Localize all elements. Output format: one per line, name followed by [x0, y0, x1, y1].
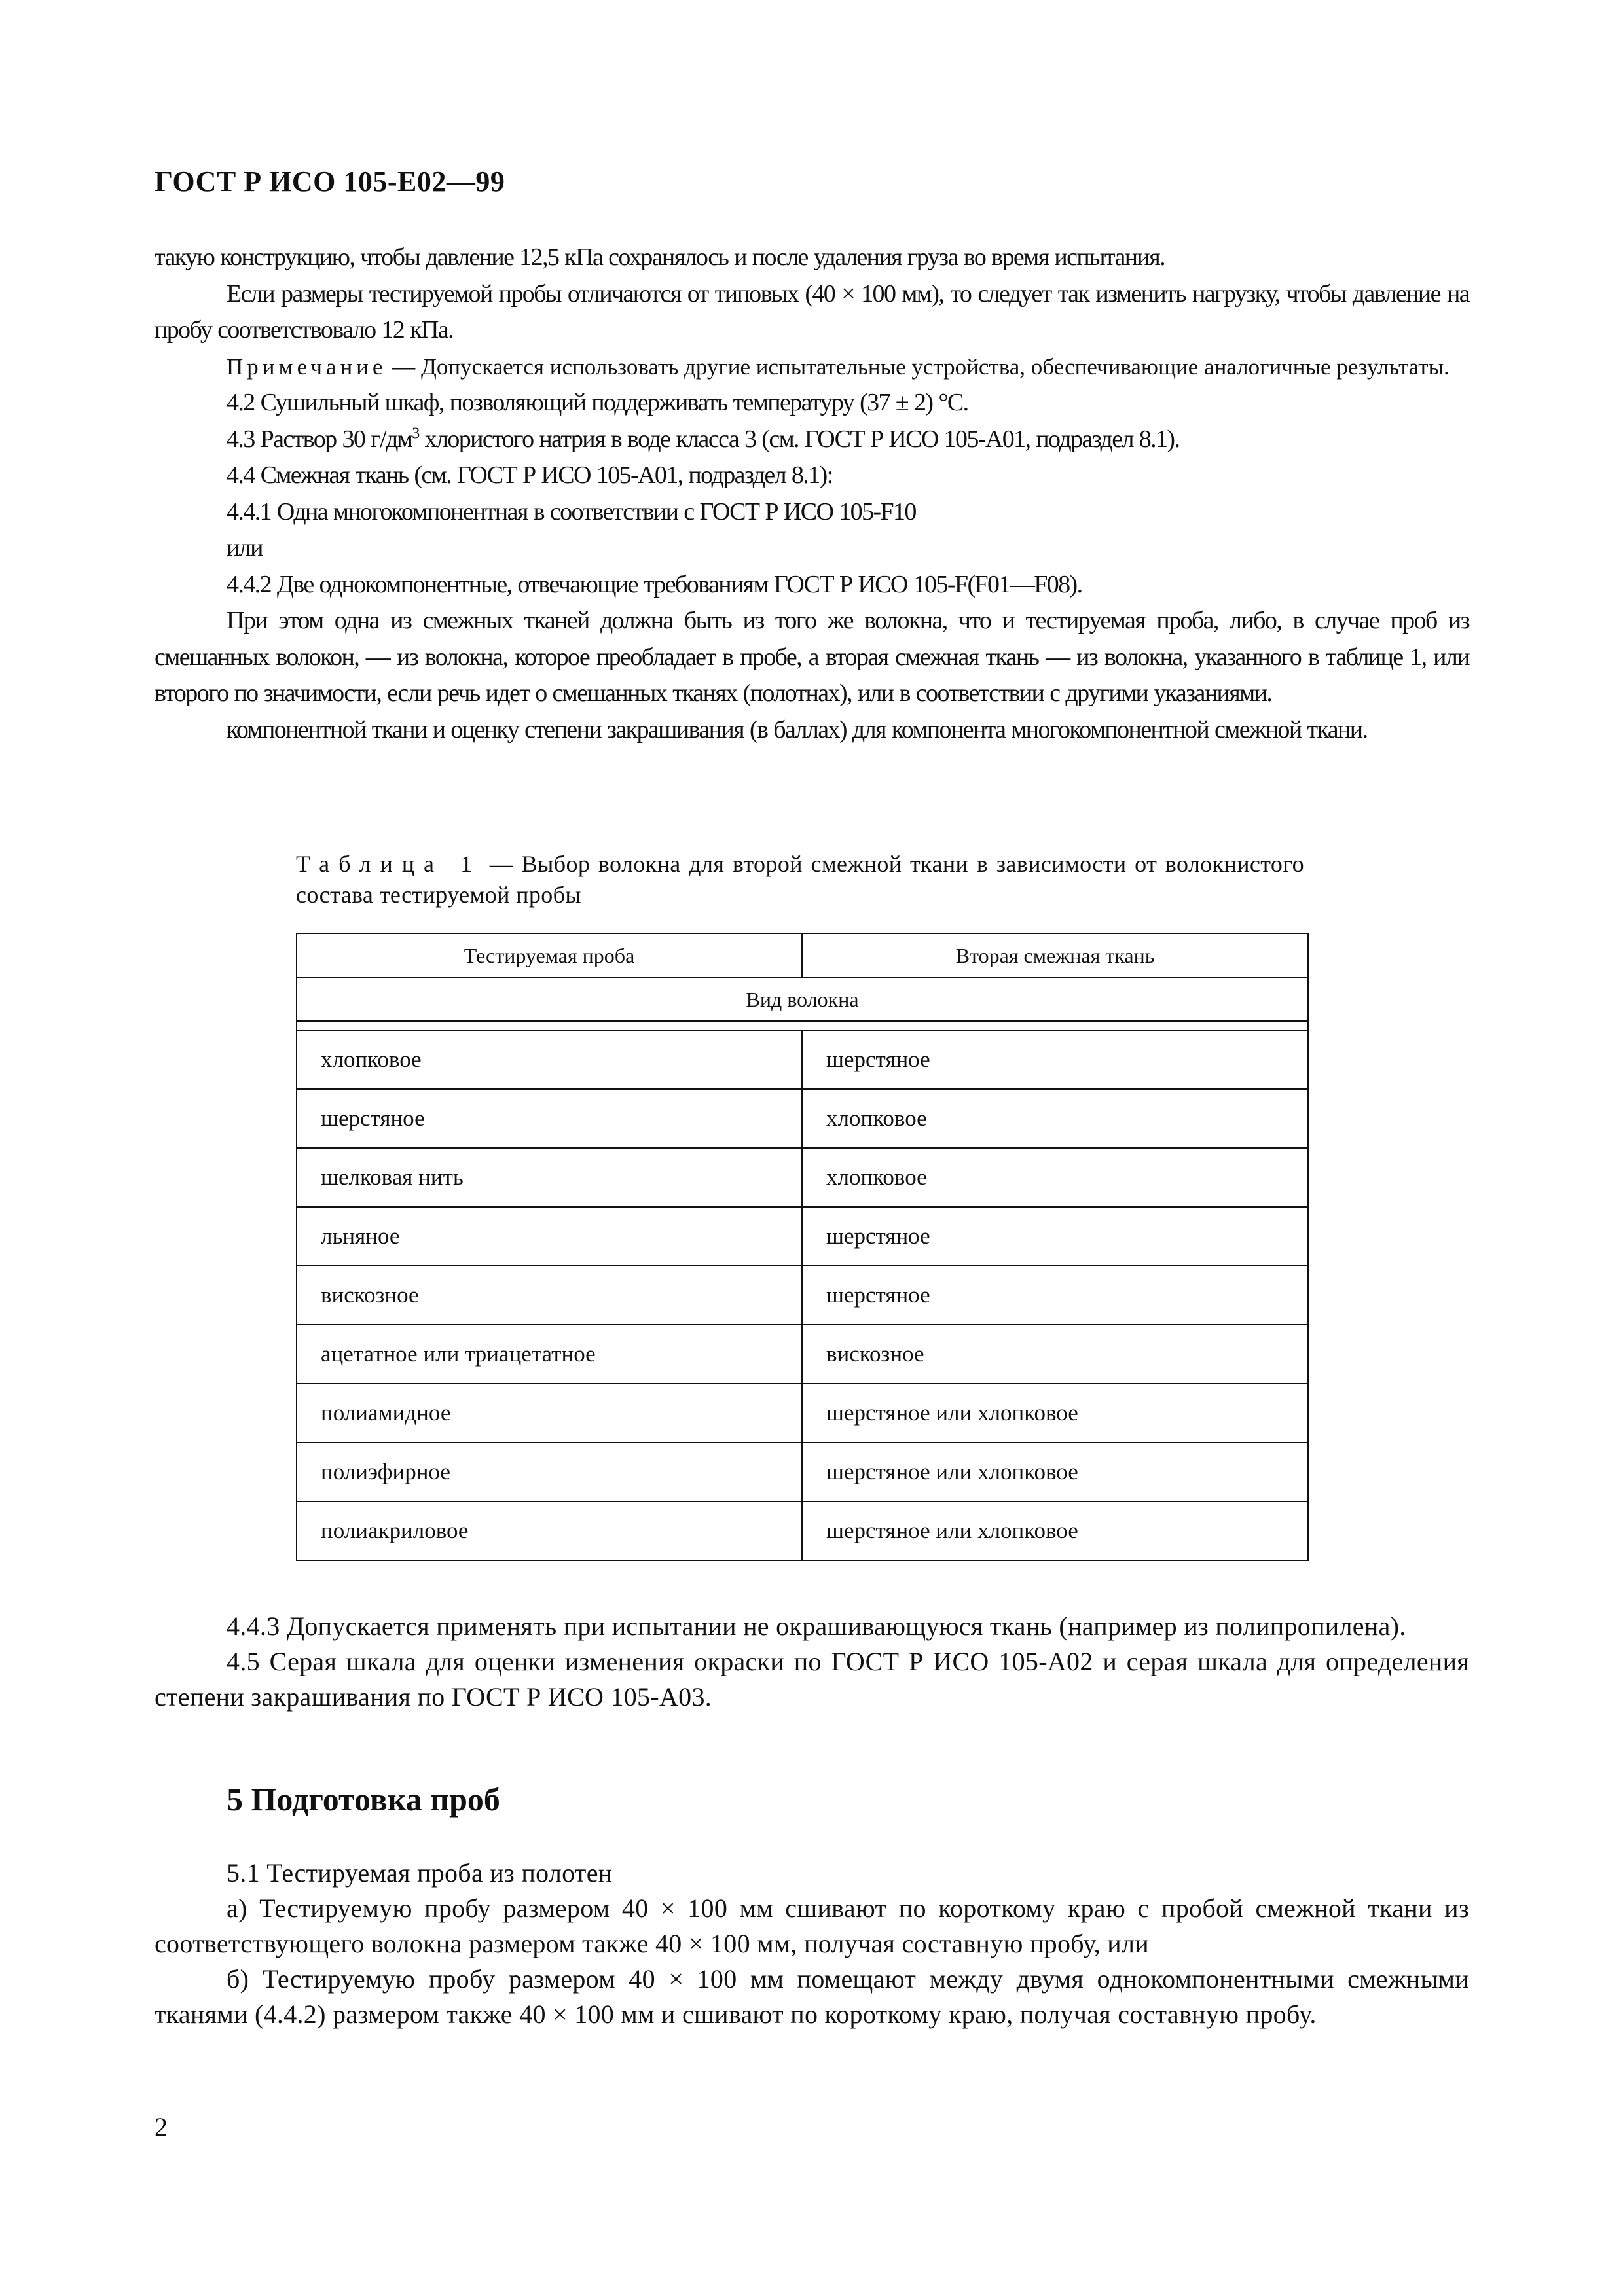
table-row [297, 1030, 1308, 1089]
paragraph-4-4-3: 4.4.3 Допускается применять при испытании не окрашивающуюся ткань (например из полипропилена). [227, 1611, 1406, 1641]
superscript-3: 3 [412, 424, 419, 442]
fiber-selection-table [296, 933, 1309, 1561]
cell-second-fabric: шерстяное или хлопковое [802, 1501, 1308, 1560]
note-label: Примечание [227, 353, 387, 380]
paragraph-5-1-b: б) Тестируемую пробу размером 40 × 100 мм помещают между двумя однокомпонентными смежными тканями (4.4.2) размером также 40 × 100 мм и сшивают по короткому краю, получая составную пробу. [155, 1964, 1469, 2029]
body-text-after-table [155, 1609, 1469, 1715]
section-5-body [155, 1856, 1469, 2032]
cell-second-fabric: хлопковое [802, 1148, 1308, 1207]
table-row [297, 1501, 1308, 1560]
column-header-second-fabric: Вторая смежная ткань [802, 933, 1308, 978]
paragraph-5-1-a: а) Тестируемую пробу размером 40 × 100 мм сшивают по короткому краю с пробой смежной ткани из соответствующего волокна размером также 40 × 100 мм, получая составную пробу, или [155, 1893, 1469, 1958]
cell-sample-fiber: полиакриловое [297, 1501, 802, 1560]
table-row [297, 1443, 1308, 1501]
table-row [297, 1089, 1308, 1148]
paragraph-sample-size: Если размеры тестируемой пробы отличаются от типовых (40 × 100 мм), то следует так изменить нагрузку, чтобы давление на пробу соответствовало 12 кПа. [155, 279, 1469, 344]
cell-sample-fiber: шерстяное [297, 1089, 802, 1148]
paragraph-4-4: 4.4 Смежная ткань (см. ГОСТ Р ИСО 105-А01, подраздел 8.1): [227, 461, 833, 489]
body-text-top [155, 240, 1469, 748]
paragraph-4-3-part-b: хлористого натрия в воде класса 3 (см. ГОСТ Р ИСО 105-А01, подраздел 8.1). [418, 425, 1180, 453]
table-caption-text: — Выбор волокна для второй смежной ткани в зависимости от волокнистого состава тестируемой пробы [296, 851, 1304, 908]
cell-sample-fiber: вискозное [297, 1266, 802, 1325]
table-row [297, 1384, 1308, 1443]
cell-second-fabric: шерстяное или хлопковое [802, 1443, 1308, 1501]
cell-second-fabric: шерстяное [802, 1207, 1308, 1266]
section-title: 5 Подготовка проб [227, 1781, 500, 1818]
table-caption-label: Таблица 1 [296, 851, 482, 877]
cell-sample-fiber: льняное [297, 1207, 802, 1266]
table-row [297, 1148, 1308, 1207]
table-header-separator [297, 1021, 1308, 1030]
cell-sample-fiber: полиэфирное [297, 1443, 802, 1501]
paragraph-5-1: 5.1 Тестируемая проба из полотен [227, 1858, 613, 1888]
page-number: 2 [155, 2112, 168, 2142]
cell-second-fabric: вискозное [802, 1325, 1308, 1384]
paragraph-fiber-selection: При этом одна из смежных тканей должна быть из того же волокна, что и тестируемая проба, либо, в случае проб из смешанных волокон, — из волокна, которое преобладает в пробе, а вторая смежная ткань — из волокна, указанного в таблице 1, или второго по значимости, если речь идет о смешанных тканях (полотнах), или в соответствии с другими указаниями. [155, 607, 1469, 707]
paragraph-4-3 [155, 422, 1469, 458]
cell-sample-fiber: полиамидное [297, 1384, 802, 1443]
cell-second-fabric: шерстяное или хлопковое [802, 1384, 1308, 1443]
cell-second-fabric: шерстяное [802, 1030, 1308, 1089]
paragraph-4-5: 4.5 Серая шкала для оценки изменения окраски по ГОСТ Р ИСО 105-А02 и серая шкала для определения степени закрашивания по ГОСТ Р ИСО 105-А03. [155, 1647, 1469, 1712]
table-caption [296, 849, 1304, 910]
table-header-row [297, 933, 1308, 978]
table-row [297, 1266, 1308, 1325]
paragraph-continuation: такую конструкцию, чтобы давление 12,5 кПа сохранялось и после удаления груза во время испытания. [155, 243, 1165, 271]
note [155, 349, 1469, 386]
paragraph-4-4-2: 4.4.2 Две однокомпонентные, отвечающие требованиям ГОСТ Р ИСО 105-F(F01—F08). [227, 570, 1082, 598]
column-subheader-fiber-type: Вид волокна [297, 978, 1308, 1021]
cell-sample-fiber: ацетатное или триацетатное [297, 1325, 802, 1384]
cell-sample-fiber: хлопковое [297, 1030, 802, 1089]
table-row [297, 1207, 1308, 1266]
paragraph-component: компонентной ткани и оценку степени закрашивания (в баллах) для компонента многокомпонентной смежной ткани. [227, 715, 1368, 744]
cell-second-fabric: шерстяное [802, 1266, 1308, 1325]
cell-sample-fiber: шелковая нить [297, 1148, 802, 1207]
table-row [297, 1325, 1308, 1384]
paragraph-or: или [227, 534, 263, 562]
note-text: — Допускается использовать другие испытательные устройства, обеспечивающие аналогичные результаты. [386, 353, 1450, 380]
table-body [297, 1030, 1308, 1560]
paragraph-4-4-1: 4.4.1 Одна многокомпонентная в соответствии с ГОСТ Р ИСО 105-F10 [227, 497, 916, 526]
paragraph-4-3-part-a: 4.3 Раствор 30 г/дм [227, 425, 412, 453]
paragraph-4-2: 4.2 Сушильный шкаф, позволяющий поддерживать температуру (37 ± 2) °С. [227, 389, 968, 416]
column-header-sample: Тестируемая проба [297, 933, 802, 978]
document-header: ГОСТ Р ИСО 105-Е02—99 [155, 166, 505, 198]
table-subheader-row [297, 978, 1308, 1021]
cell-second-fabric: хлопковое [802, 1089, 1308, 1148]
